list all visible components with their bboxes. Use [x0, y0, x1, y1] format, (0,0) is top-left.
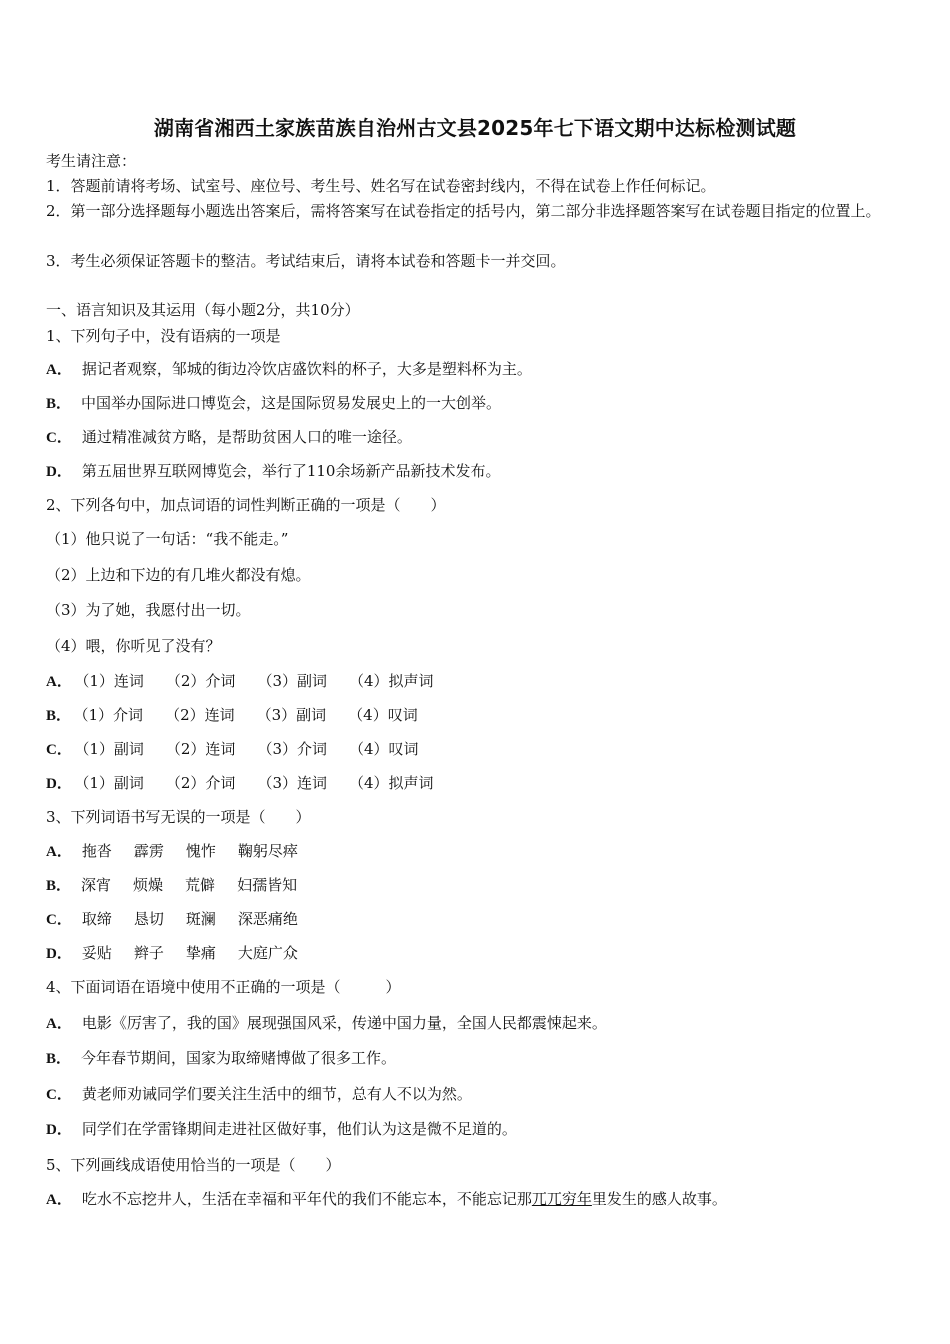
- option-part: （1）介词: [81, 706, 144, 724]
- option-letter: C．: [46, 742, 72, 758]
- option-part: 愧怍: [185, 842, 216, 860]
- option-part: （2）介词: [165, 774, 236, 792]
- option-row: [46, 1048, 396, 1069]
- option-part: （2）介词: [165, 672, 236, 690]
- option-row: [46, 705, 418, 726]
- option-text: 第五届世界互联网博览会，举行了110余场新产品新技术发布。: [81, 462, 501, 480]
- option-text: 吃水不忘挖井人，生活在幸福和平年代的我们不能忘本，不能忘记那: [81, 1190, 532, 1208]
- option-row: [46, 359, 532, 380]
- notice-item: 2．第一部分选择题每小题选出答案后，需将答案写在试卷指定的括号内，第二部分非选择题答案写在试卷题目指定的位置上。: [46, 202, 881, 220]
- option-part: 霹雳: [133, 842, 164, 860]
- option-part: （4）叹词: [348, 740, 419, 758]
- option-part: （4）叹词: [348, 706, 418, 724]
- option-part: （2）连词: [165, 706, 235, 724]
- option-letter: C．: [46, 430, 72, 446]
- option-letter: A．: [46, 1016, 72, 1032]
- option-part: 妥贴: [81, 944, 112, 962]
- option-part: 荒僻: [185, 876, 216, 894]
- option-row: [46, 909, 298, 930]
- option-part: 鞠躬尽瘁: [237, 842, 298, 860]
- example-sentence: （3）为了她，我愿付出一切。: [46, 601, 251, 619]
- option-row: [46, 461, 500, 482]
- option-part: （3）副词: [256, 706, 327, 724]
- option-row: [46, 1013, 607, 1034]
- option-row: [46, 773, 434, 794]
- option-part: （3）介词: [257, 740, 327, 758]
- underlined-idiom: 兀兀穷年: [531, 1190, 592, 1208]
- example-sentence: （1）他只说了一句话：“我不能走。”: [46, 530, 289, 548]
- question-stem: 3、下列词语书写无误的一项是（ ）: [46, 808, 311, 826]
- option-row: [46, 671, 434, 692]
- option-row: [46, 1119, 517, 1140]
- option-letter: B．: [46, 396, 72, 412]
- option-row: [46, 393, 501, 414]
- option-part: 烦燥: [133, 876, 164, 894]
- example-sentence: （2）上边和下边的有几堆火都没有熄。: [46, 566, 311, 584]
- option-text: 中国举办国际进口博览会，这是国际贸易发展史上的一大创举。: [81, 394, 502, 412]
- notice-heading: 考生请注意：: [46, 152, 137, 170]
- option-part: （1）副词: [81, 740, 144, 758]
- notice-item: 3．考生必须保证答题卡的整洁。考试结束后，请将本试卷和答题卡一并交回。: [46, 252, 566, 270]
- option-letter: C．: [46, 912, 72, 928]
- option-letter: D．: [46, 776, 72, 792]
- option-text: 同学们在学雷锋期间走进社区做好事，他们认为这是微不足道的。: [81, 1120, 517, 1138]
- option-part: 挚痛: [185, 944, 216, 962]
- option-part: （2）连词: [165, 740, 236, 758]
- option-letter: D．: [46, 946, 72, 962]
- section-heading: 一、语言知识及其运用（每小题2分，共10分）: [46, 301, 360, 319]
- notice-item: 1．答题前请将考场、试室号、座位号、考生号、姓名写在试卷密封线内，不得在试卷上作任何标记。: [46, 177, 716, 195]
- option-part: 深宵: [81, 876, 112, 894]
- option-row: [46, 1084, 472, 1105]
- option-text: 今年春节期间，国家为取缔赌博做了很多工作。: [81, 1049, 397, 1067]
- option-part: 拖沓: [81, 842, 112, 860]
- option-row: [46, 875, 297, 896]
- option-text: 黄老师劝诫同学们要关注生活中的细节，总有人不以为然。: [81, 1085, 472, 1103]
- option-part: 深恶痛绝: [237, 910, 298, 928]
- option-letter: A．: [46, 674, 72, 690]
- option-part: 大庭广众: [237, 944, 298, 962]
- option-text: 通过精准减贫方略，是帮助贫困人口的唯一途径。: [81, 428, 412, 446]
- option-letter: B．: [46, 1051, 72, 1067]
- option-part: 辫子: [133, 944, 164, 962]
- option-letter: C．: [46, 1087, 72, 1103]
- option-letter: A．: [46, 844, 72, 860]
- question-stem: 2、下列各句中，加点词语的词性判断正确的一项是（ ）: [46, 496, 446, 514]
- question-stem: 4、下面词语在语境中使用不正确的一项是（ ）: [46, 978, 401, 996]
- option-letter: A．: [46, 362, 72, 378]
- option-text: 据记者观察，邹城的街边冷饮店盛饮料的杯子，大多是塑料杯为主。: [81, 360, 532, 378]
- option-row: [46, 943, 298, 964]
- question-stem: 1、下列句子中，没有语病的一项是: [46, 327, 281, 345]
- option-letter: D．: [46, 464, 72, 480]
- option-part: （1）副词: [81, 774, 144, 792]
- question-stem: 5、下列画线成语使用恰当的一项是（ ）: [46, 1156, 341, 1174]
- option-part: 恳切: [133, 910, 164, 928]
- option-row: [46, 427, 412, 448]
- option-part: 妇孺皆知: [237, 876, 298, 894]
- option-part: （4）拟声词: [348, 774, 434, 792]
- option-row: [46, 1189, 727, 1210]
- option-letter: B．: [46, 878, 72, 894]
- option-letter: B．: [46, 708, 72, 724]
- option-part: （3）副词: [257, 672, 327, 690]
- option-part: （1）连词: [81, 672, 144, 690]
- option-row: [46, 841, 298, 862]
- example-sentence: （4）喂，你听见了没有？: [46, 637, 221, 655]
- option-text: 电影《厉害了，我的国》展现强国风采，传递中国力量，全国人民都震悚起来。: [81, 1014, 607, 1032]
- option-letter: D．: [46, 1122, 72, 1138]
- option-letter: A．: [46, 1192, 72, 1208]
- option-text: 里发生的感人故事。: [591, 1190, 727, 1208]
- option-part: （4）拟声词: [348, 672, 434, 690]
- option-part: 斑澜: [185, 910, 216, 928]
- page-title: 湖南省湘西土家族苗族自治州古文县2025年七下语文期中达标检测试题: [153, 116, 797, 140]
- option-row: [46, 739, 419, 760]
- option-part: （3）连词: [257, 774, 327, 792]
- option-part: 取缔: [81, 910, 112, 928]
